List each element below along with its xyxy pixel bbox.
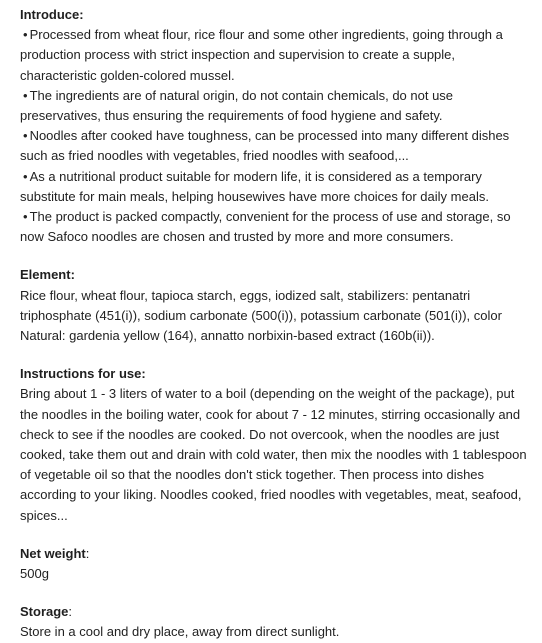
storage-heading (20, 602, 530, 622)
bullet-icon: • (23, 128, 28, 144)
element-text: Rice flour, wheat flour, tapioca starch, eggs, iodized salt, stabilizers: pentanatri triphosphate (451(i)), sodium carbonate (500(i)), potassium carbonate (501(i)), color Natural: gardenia yellow (164), annatto norbixin-based extract (160b(ii)). (20, 287, 502, 344)
element-section (20, 265, 530, 346)
instructions-text: Bring about 1 - 3 liters of water to a boil (depending on the weight of the package), put the noodles in the boiling water, cook for about 7 - 12 minutes, stirring occasionally and check to see if the noodles are cooked. Do not overcook, when the noodles are just cooked, take them out and drain with cold water, then mix the noodles with 1 tablespoon of vegetable oil so that the noodles don't stick together. Then process into dishes according to your liking. Noodles cooked, fried noodles with vegetables, meat, seafood, spices... (20, 386, 527, 523)
storage-section (20, 602, 530, 642)
introduce-item-text: Noodles after cooked have toughness, can be processed into many different dishes such as fried noodles with vegetables, fried noodles with seafood,... (20, 128, 510, 164)
introduce-item (20, 167, 530, 207)
introduce-item (20, 126, 530, 166)
introduce-heading: Introduce: (20, 7, 84, 22)
introduce-item-text: As a nutritional product suitable for modern life, it is considered as a temporary substitute for main meals, helping housewives have more choices for daily meals. (20, 168, 489, 204)
storage-heading-label: Storage (20, 604, 69, 620)
instructions-section (20, 364, 530, 526)
introduce-item-text: The ingredients are of natural origin, do not contain chemicals, do not use preservatives, thus ensuring the requirements of food hygiene and safety. (20, 87, 454, 124)
net-weight-heading-label: Net weight (20, 545, 86, 561)
introduce-list (20, 25, 530, 247)
instructions-heading: Instructions for use: (20, 366, 146, 382)
introduce-item-text: Processed from wheat flour, rice flour and some other ingredients, going through a production process with strict inspection and supervision to create a supple, characteristic golden-colored mussel. (20, 27, 503, 83)
introduce-section (20, 5, 530, 247)
introduce-item-text: The product is packed compactly, convenient for the process of use and storage, so now Safoco noodles are chosen and trusted by more and more consumers. (20, 209, 511, 245)
element-heading: Element: (20, 267, 75, 283)
net-weight-section (20, 544, 530, 584)
storage-heading-colon: : (68, 604, 73, 620)
introduce-item (20, 25, 530, 86)
introduce-item (20, 207, 530, 247)
bullet-icon: • (23, 87, 28, 103)
net-weight-heading (20, 544, 530, 564)
net-weight-value: 500g (20, 566, 49, 582)
bullet-icon: • (23, 168, 28, 184)
net-weight-heading-colon: : (85, 545, 90, 561)
bullet-icon: • (23, 209, 28, 225)
bullet-icon: • (23, 27, 28, 43)
introduce-item (20, 86, 530, 126)
storage-value: Store in a cool and dry place, away from direct sunlight. (20, 624, 340, 640)
